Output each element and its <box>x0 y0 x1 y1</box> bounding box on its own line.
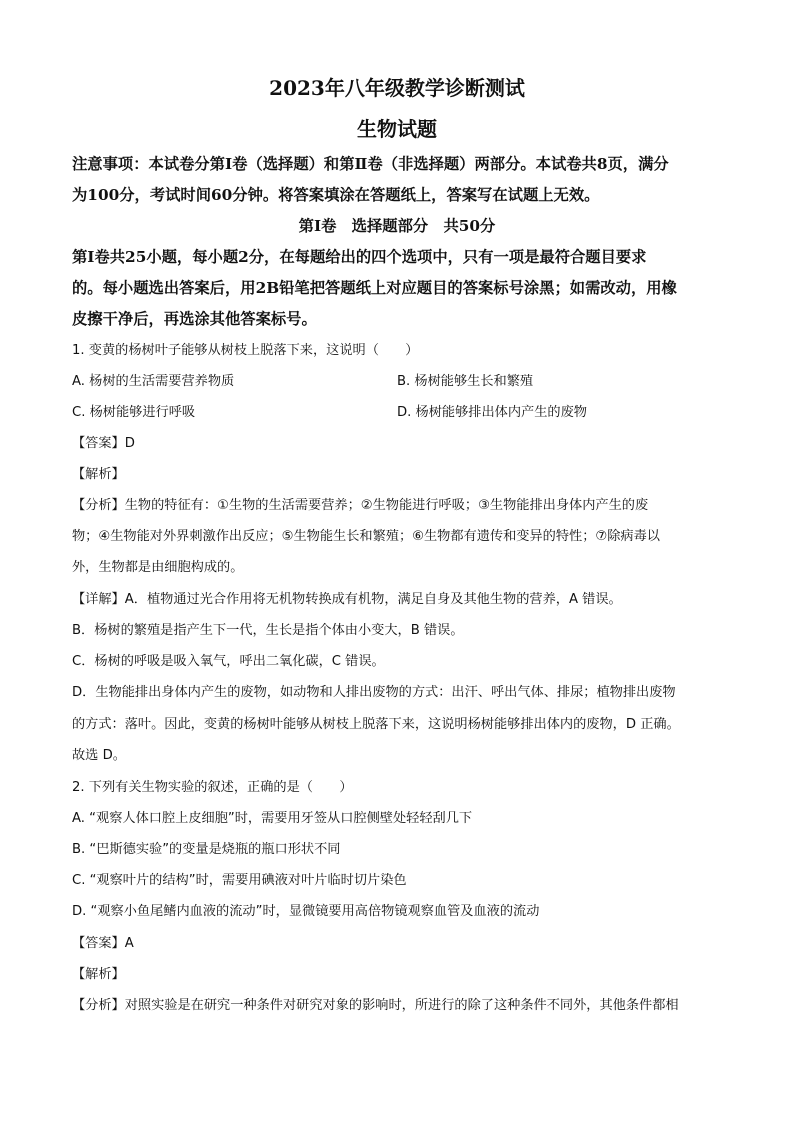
question-1-detail-line-2: B．杨树的繁殖是指产生下一代，生长是指个体由小变大，B 错误。 <box>72 623 464 638</box>
question-1-answer: 【答案】D <box>72 436 135 451</box>
question-1-stem: 1. 变黄的杨树叶子能够从树枝上脱落下来，这说明（ ） <box>72 343 419 358</box>
question-1-detail-line-6: 故选 D。 <box>72 748 126 763</box>
question-1-option-b: B. 杨树能够生长和繁殖 <box>397 374 534 389</box>
notice-line-1: 注意事项：本试卷分第Ⅰ卷（选择题）和第Ⅱ卷（非选择题）两部分。本试卷共8页，满分 <box>72 155 669 173</box>
question-1-detail-line-4: D．生物能排出身体内产生的废物，如动物和人排出废物的方式：出汗、呼出气体、排尿；植物排出废物 <box>72 685 676 700</box>
section-instruction-2: 的。每小题选出答案后，用2B铅笔把答题纸上对应题目的答案标号涂黑；如需改动，用橡 <box>72 279 677 297</box>
section-instruction-1: 第Ⅰ卷共25小题，每小题2分，在每题给出的四个选项中，只有一项是最符合题目要求 <box>72 248 647 266</box>
question-1-analysis-line-1: 【分析】生物的特征有：①生物的生活需要营养；②生物能进行呼吸；③生物能排出身体内产生的废 <box>72 498 649 513</box>
exam-title: 2023年八年级教学诊断测试 <box>269 76 525 100</box>
question-1-detail-line-3: C．杨树的呼吸是吸入氧气，呼出二氧化碳，C 错误。 <box>72 654 385 669</box>
question-2-answer: 【答案】A <box>72 936 134 951</box>
question-2-option-c: C. “观察叶片的结构”时，需要用碘液对叶片临时切片染色 <box>72 873 407 888</box>
question-1-detail-line-1: 【详解】A．植物通过光合作用将无机物转换成有机物，满足自身及其他生物的营养，A 错误。 <box>72 592 622 607</box>
question-1-analysis-line-2: 物；④生物能对外界刺激作出反应；⑤生物能生长和繁殖；⑥生物都有遗传和变异的特性；⑦除病毒以 <box>72 529 660 544</box>
question-1-detail-line-5: 的方式：落叶。因此，变黄的杨树叶能够从树枝上脱落下来，这说明杨树能够排出体内的废物，D 正确。 <box>72 717 680 732</box>
question-2-analysis-line-1: 【分析】对照实验是在研究一种条件对研究对象的影响时，所进行的除了这种条件不同外，其他条件都相 <box>72 998 679 1013</box>
question-1-analysis-line-3: 外，生物都是由细胞构成的。 <box>72 560 244 575</box>
question-2-stem: 2. 下列有关生物实验的叙述，正确的是（ ） <box>72 780 353 795</box>
question-1-option-c: C. 杨树能够进行呼吸 <box>72 405 196 420</box>
question-1-option-d: D. 杨树能够排出体内产生的废物 <box>397 405 587 420</box>
question-1-analysis-label: 【解析】 <box>72 467 125 482</box>
section-instruction-3: 皮擦干净后，再选涂其他答案标号。 <box>72 310 317 328</box>
section-heading: 第Ⅰ卷 选择题部分 共50分 <box>298 217 496 235</box>
question-1-option-a: A. 杨树的生活需要营养物质 <box>72 374 235 389</box>
question-2-option-b: B. “巴斯德实验”的变量是烧瓶的瓶口形状不同 <box>72 842 341 857</box>
exam-subtitle: 生物试题 <box>357 117 437 141</box>
question-2-analysis-label: 【解析】 <box>72 967 125 982</box>
question-2-option-a: A. “观察人体口腔上皮细胞”时，需要用牙签从口腔侧壁处轻轻刮几下 <box>72 811 473 826</box>
notice-line-2: 为100分，考试时间60分钟。将答案填涂在答题纸上，答案写在试题上无效。 <box>72 186 600 204</box>
question-2-option-d: D. “观察小鱼尾鳍内血液的流动”时，显微镜要用高倍物镜观察血管及血液的流动 <box>72 904 540 919</box>
